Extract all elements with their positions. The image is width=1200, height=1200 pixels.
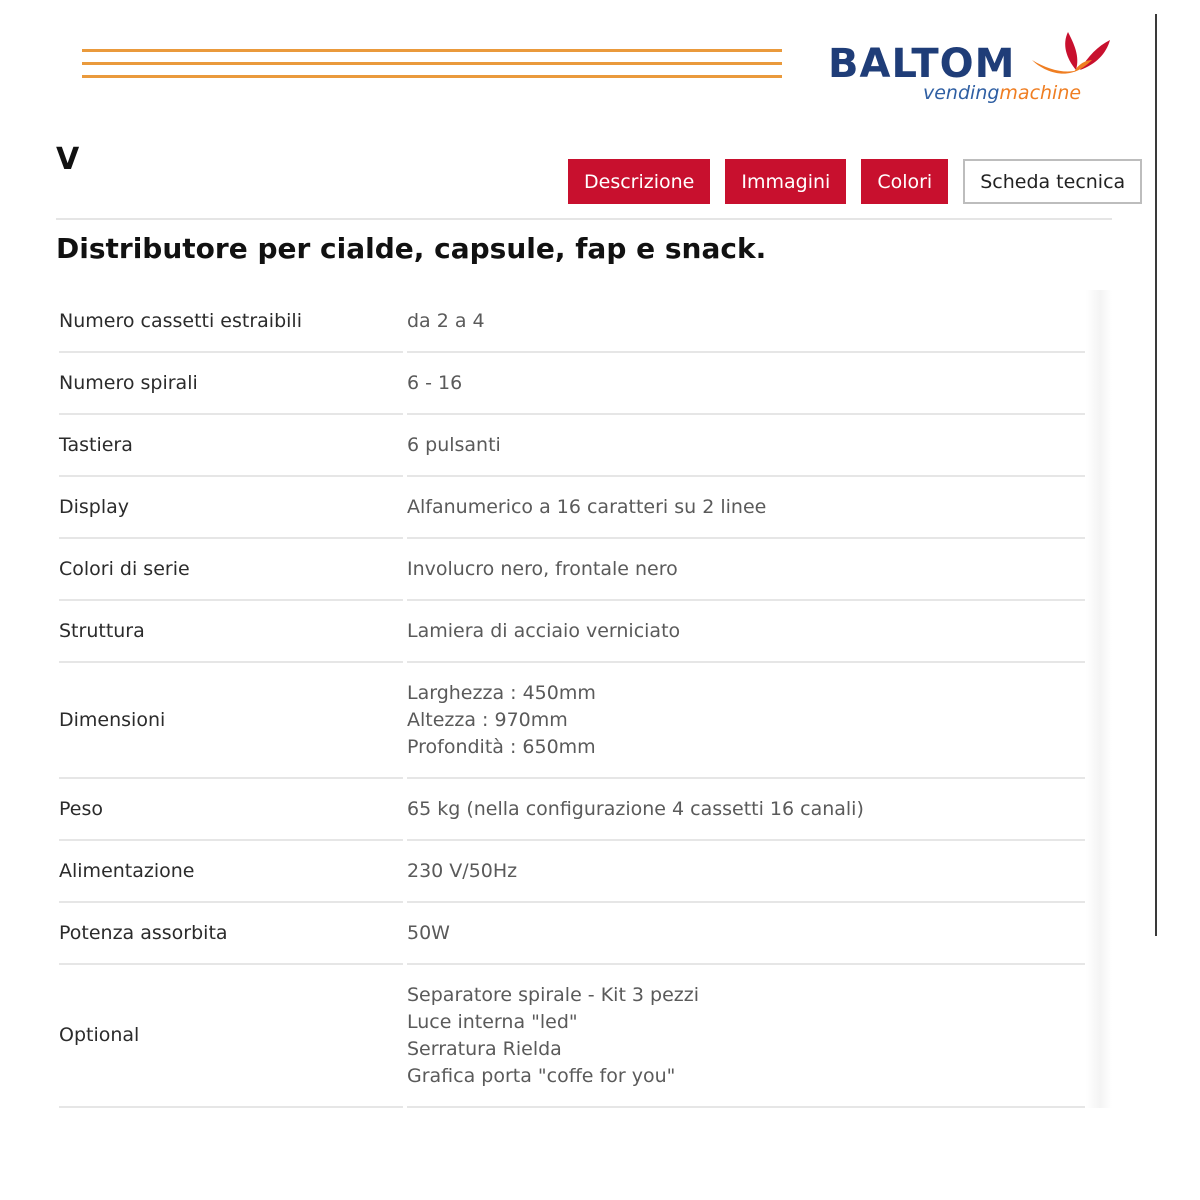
spec-value — [407, 353, 1085, 415]
spec-value-line: Larghezza : 450mm — [407, 681, 596, 704]
spec-label: Struttura — [59, 601, 403, 663]
table-row — [59, 477, 1085, 539]
table-row — [59, 353, 1085, 415]
spec-value — [407, 291, 1085, 353]
logo-tagline — [923, 82, 1081, 104]
table-row — [59, 841, 1085, 903]
spec-label: Display — [59, 477, 403, 539]
spec-label: Colori di serie — [59, 539, 403, 601]
baltom-logo[interactable] — [826, 30, 1126, 110]
header-line — [82, 62, 782, 65]
spec-value — [407, 539, 1085, 601]
header-decorative-lines — [82, 49, 782, 88]
spec-value-line: 50W — [407, 921, 450, 944]
tab-scheda-tecnica[interactable]: Scheda tecnica — [963, 159, 1142, 204]
spec-value-line: Altezza : 970mm — [407, 708, 568, 731]
spec-label: Numero spirali — [59, 353, 403, 415]
table-row — [59, 601, 1085, 663]
logo-tagline-machine: machine — [999, 82, 1082, 104]
spec-label: Alimentazione — [59, 841, 403, 903]
table-row — [59, 539, 1085, 601]
specs-table — [59, 291, 1085, 1108]
spec-value-line: 6 pulsanti — [407, 433, 501, 456]
logo-tagline-vending: vending — [923, 82, 1000, 104]
spec-value-line: Luce interna "led" — [407, 1010, 578, 1033]
spec-value-line: Alfanumerico a 16 caratteri su 2 linee — [407, 495, 767, 518]
table-row — [59, 663, 1085, 779]
spec-value-line: da 2 a 4 — [407, 309, 485, 332]
spec-value-line: Grafica porta "coffe for you" — [407, 1064, 676, 1087]
spec-label: Tastiera — [59, 415, 403, 477]
table-row — [59, 415, 1085, 477]
table-row — [59, 291, 1085, 353]
spec-value-line: Separatore spirale - Kit 3 pezzi — [407, 983, 700, 1006]
table-row — [59, 903, 1085, 965]
spec-value — [407, 477, 1085, 539]
product-title: V — [56, 142, 80, 177]
logo-wordmark: BALTOM — [828, 41, 1016, 87]
table-edge-shadow — [1086, 290, 1112, 1108]
spec-value — [407, 903, 1085, 965]
spec-value-line: 230 V/50Hz — [407, 859, 518, 882]
product-tabs — [568, 159, 1142, 204]
logo-flame-icon — [1026, 30, 1116, 85]
spec-label: Peso — [59, 779, 403, 841]
tab-colori[interactable]: Colori — [861, 159, 948, 204]
table-row — [59, 965, 1085, 1108]
spec-value-line: 65 kg (nella configurazione 4 cassetti 16 canali) — [407, 797, 864, 820]
right-edge-rule — [1155, 14, 1157, 936]
spec-value — [407, 415, 1085, 477]
spec-value-line: 6 - 16 — [407, 371, 463, 394]
spec-value-line: Lamiera di acciaio verniciato — [407, 619, 681, 642]
spec-value — [407, 663, 1085, 779]
product-headline: Distributore per cialde, capsule, fap e snack. — [56, 232, 767, 265]
spec-label: Dimensioni — [59, 663, 403, 779]
table-row — [59, 779, 1085, 841]
section-divider — [56, 218, 1112, 220]
spec-value-line: Serratura Rielda — [407, 1037, 562, 1060]
tab-descrizione[interactable]: Descrizione — [568, 159, 710, 204]
spec-value — [407, 601, 1085, 663]
spec-value — [407, 965, 1085, 1108]
header-line — [82, 75, 782, 78]
spec-label: Optional — [59, 965, 403, 1108]
tab-immagini[interactable]: Immagini — [725, 159, 846, 204]
spec-value-line: Involucro nero, frontale nero — [407, 557, 678, 580]
spec-value — [407, 779, 1085, 841]
spec-label: Potenza assorbita — [59, 903, 403, 965]
spec-label: Numero cassetti estraibili — [59, 291, 403, 353]
spec-value-line: Profondità : 650mm — [407, 735, 596, 758]
spec-value — [407, 841, 1085, 903]
header-line — [82, 49, 782, 52]
